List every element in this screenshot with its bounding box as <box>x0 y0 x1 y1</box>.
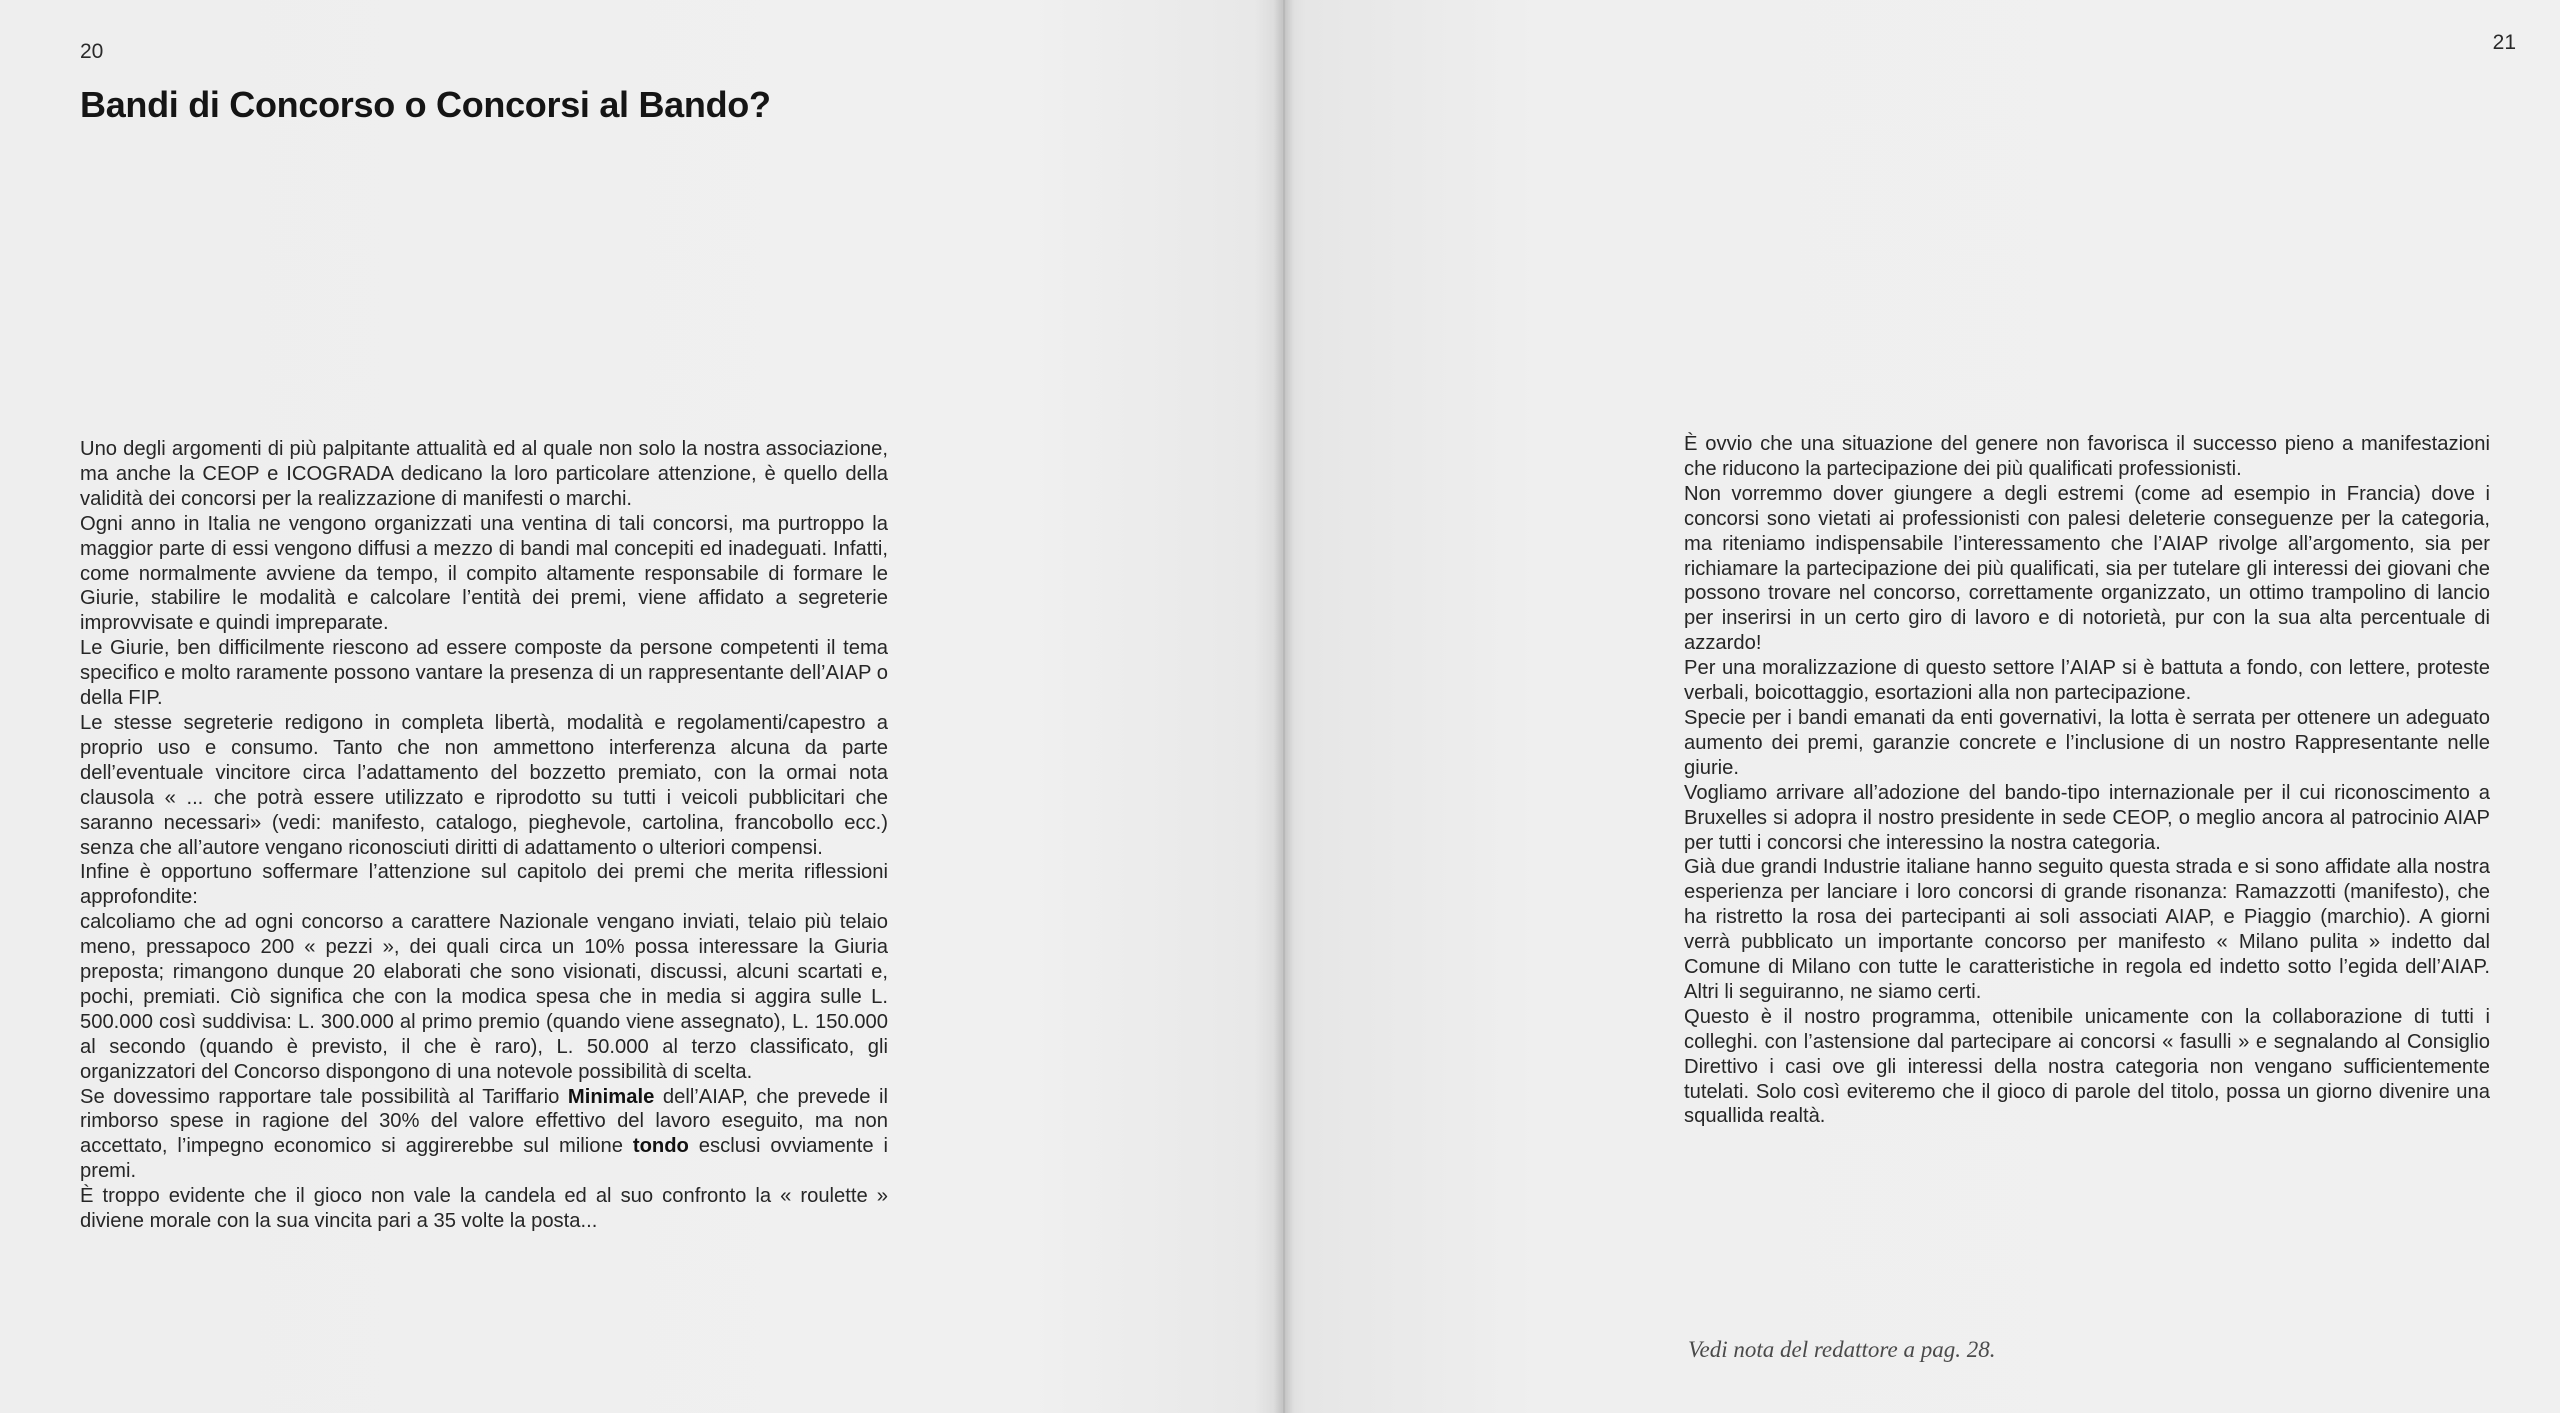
paragraph: È ovvio che una situazione del genere non favorisca il successo pieno a manifestazioni che riducono la partecipazione dei più qualificati professionisti. <box>1684 433 2490 480</box>
paragraph: Per una moralizzazione di questo settore l’AIAP si è battuta a fondo, con lettere, proteste verbali, boicottaggio, esortazioni alla non partecipazione. <box>1684 657 2490 705</box>
paragraph: Le Giurie, ben difficilmente riescono ad essere composte da persone competenti il tema specifico e molto raramente possono vantare la presenza di un rappresentante dell’AIAP o della FIP. <box>80 637 888 710</box>
editor-note: Vedi nota del redattore a pag. 28. <box>1688 1337 1996 1362</box>
bold-term-minimale: Minimale <box>567 1085 655 1108</box>
paragraph: Ogni anno in Italia ne vengono organizzati una ventina di tali concorsi, ma purtroppo la maggior parte di essi vengono diffusi a mezzo di bandi mal concepiti ed inadeguati. Infatti, come normalmente avviene da tempo, il compito altamente responsabile di formare le Giurie, stabilire le modalità e calcolare l’entità dei premi, viene affidato a segreterie improvvisate e quindi impreparate. <box>80 512 888 635</box>
article-body-right <box>1684 432 2490 1129</box>
paragraph: Infine è opportuno soffermare l’attenzione sul capitolo dei premi che merita riflessioni approfondite: <box>80 861 888 909</box>
paragraph: Non vorremmo dover giungere a degli estremi (come ad esempio in Francia) dove i concorsi sono vietati ai professionisti con palesi deleterie conseguenze per la categoria, ma riteniamo indispensabile l’interessamento che l’AIAP rivolge all’argomento, sia per richiamare la partecipazione dei più qualificati, sia per tutelare gli interessi dei giovani che possono trovare nel concorso, correttamente organizzato, un ottimo trampolino di lancio per inserirsi in un certo giro di lavoro e di notorietà, pur con la sua alta percentuale di azzardo! <box>1684 482 2490 655</box>
paragraph: Questo è il nostro programma, ottenibile unicamente con la collaborazione di tutti i colleghi. con l’astensione dal partecipare ai concorsi « fasulli » e segnalando al Consiglio Direttivo i casi ove gli interessi della nostra categoria non vengano sufficientemente tutelati. Solo così eviteremo che il gioco di parole del titolo, possa un giorno divenire una squallida realtà. <box>1684 1005 2490 1128</box>
right-page <box>1284 0 2560 1413</box>
page-number: 20 <box>80 40 104 63</box>
paragraph: Vogliamo arrivare all’adozione del bando-tipo internazionale per il cui riconoscimento a Bruxelles si adopra il nostro presidente in sede CEOP, o meglio ancora al patrocinio AIAP per tutti i concorsi che interessino la nostra categoria. <box>1684 781 2490 854</box>
text-run: dell’AIAP, che prevede il rimborso spese in ragione del 30% del valore effettivo del lavoro eseguito, ma non accettato, l’impegno economico si aggirerebbe sul milione <box>80 1085 888 1158</box>
text-run: Se dovessimo rapportare tale possibilità al Tariffario <box>80 1085 568 1108</box>
paragraph: È troppo evidente che il gioco non vale la candela ed al suo confronto la « roulette » diviene morale con la sua vincita pari a 35 volte la posta... <box>80 1185 888 1233</box>
paragraph <box>80 1085 888 1185</box>
bold-term-tondo: tondo <box>632 1135 689 1158</box>
paragraph: Specie per i bandi emanati da enti governativi, la lotta è serrata per ottenere un adeguato aumento dei premi, garanzie concrete e l’inclusione di un nostro Rappresentante nelle giurie. <box>1684 706 2490 779</box>
article-title: Bandi di Concorso o Concorsi al Bando? <box>80 84 771 125</box>
page-number: 21 <box>2492 31 2516 54</box>
paragraph: Già due grandi Industrie italiane hanno seguito questa strada e si sono affidate alla nostra esperienza per lanciare i loro concorsi di grande risonanza: Ramazzotti (manifesto), che ha ristretto la rosa dei partecipanti ai soli associati AIAP, e Piaggio (marchio). A giorni verrà pubblicato un importante concorso per manifesto « Milano pulita » indetto dal Comune di Milano con tutte le caratteristiche in regola ed indetto sotto l’egida dell’AIAP. Altri li seguiranno, ne siamo certi. <box>1684 856 2490 1003</box>
text-run: esclusi ovviamente i premi. <box>80 1135 888 1183</box>
paragraph: Uno degli argomenti di più palpitante attualità ed al quale non solo la nostra associazione, ma anche la CEOP e ICOGRADA dedicano la loro particolare attenzione, è quello della validità dei concorsi per la realizzazione di manifesti o marchi. <box>80 438 888 510</box>
paragraph: calcoliamo che ad ogni concorso a carattere Nazionale vengano inviati, telaio più telaio meno, pressapoco 200 « pezzi », dei quali circa un 10% possa interessare la Giuria preposta; rimangono dunque 20 elaborati che sono visionati, discussi, alcuni scartati e, pochi, premiati. Ciò significa che con la modica spesa che in media si aggira sulle L. 500.000 così suddivisa: L. 300.000 al primo premio (quando viene assegnato), L. 150.000 al secondo (quando è previsto, il che è raro), L. 50.000 al terzo classificato, gli organizzatori del Concorso dispongono di una notevole possibilità di scelta. <box>80 911 888 1083</box>
article-body-left <box>80 437 888 1234</box>
paragraph: Le stesse segreterie redigono in completa libertà, modalità e regolamenti/capestro a proprio uso e consumo. Tanto che non ammettono interferenza alcuna da parte dell’eventuale vincitore circa l’adattamento del bozzetto premiato, con la ormai nota clausola « ... che potrà essere utilizzato e riprodotto su tutti i veicoli pubblicitari che saranno necessari» (vedi: manifesto, catalogo, pieghevole, cartolina, francobollo ecc.) senza che all’autore vengano riconosciuti diritti di adattamento o ulteriori compensi. <box>80 711 888 859</box>
